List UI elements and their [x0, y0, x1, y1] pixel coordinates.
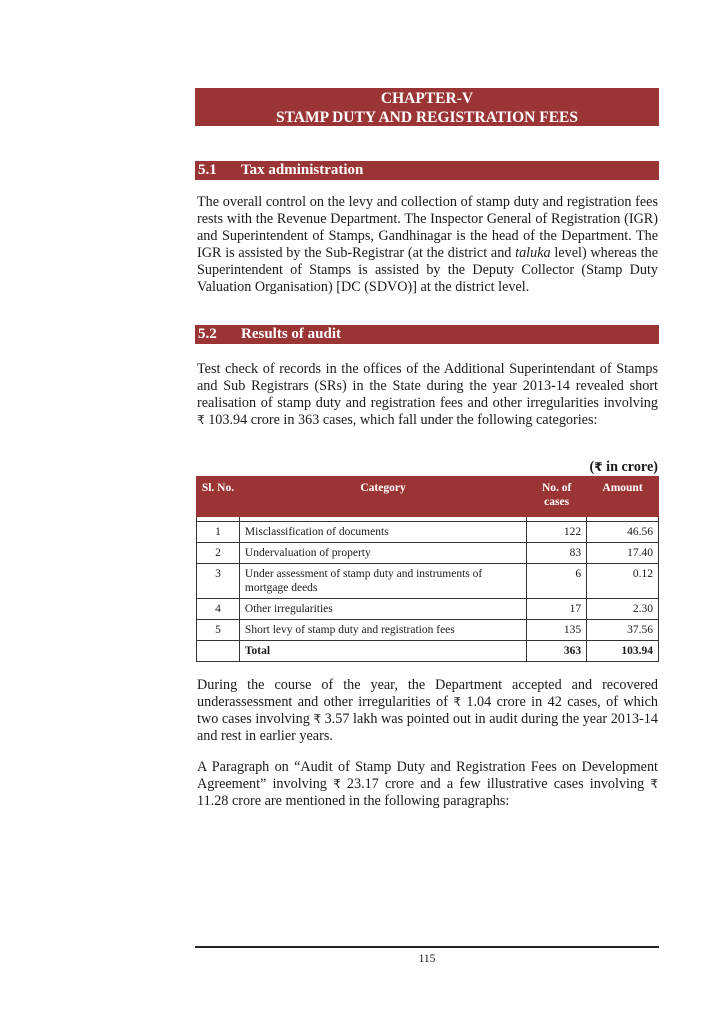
- cell-category: Short levy of stamp duty and registration fees: [239, 620, 526, 641]
- cell-sl: 1: [197, 522, 240, 543]
- cell-sl: 3: [197, 564, 240, 599]
- cell-sl: 4: [197, 599, 240, 620]
- paragraph-tax-administration: [197, 194, 658, 296]
- table-row: [197, 522, 659, 543]
- paragraph-text: level) whereas the Superintendent of Stamps is assisted by the Deputy Collector (Stamp Duty Valuation Organisation) [DC (SDVO)] at the district level.: [197, 245, 658, 295]
- section-number: 5.2: [198, 326, 217, 342]
- rupee-icon: ₹: [594, 460, 603, 474]
- paragraph-text: 1.04 crore in 42 cases, of which two cases involving: [197, 694, 658, 727]
- page-number: 115: [418, 953, 436, 965]
- paragraph-text: 11.28 crore are mentioned in the following paragraphs:: [197, 793, 510, 809]
- paragraph-recoveries: [197, 677, 658, 745]
- header-no-of-cases: No. of cases: [527, 477, 587, 517]
- unit-text: in crore): [606, 459, 658, 475]
- paragraph-text: 3.57 lakh was pointed out in audit during the year 2013-14 and rest in earlier years.: [197, 711, 658, 744]
- table-row: [197, 599, 659, 620]
- table-row: [197, 564, 659, 599]
- cell-total-amount: 103.94: [587, 641, 659, 662]
- rupee-icon: ₹: [453, 695, 461, 709]
- audit-category-table: [196, 476, 659, 662]
- section-title: Tax administration: [241, 162, 364, 178]
- cell-total-cases: 363: [527, 641, 587, 662]
- cell-cases: 6: [527, 564, 587, 599]
- cell-category: Undervaluation of property: [239, 543, 526, 564]
- unit-paren: (: [589, 459, 595, 475]
- header-sl-no: Sl. No.: [197, 477, 240, 517]
- chapter-title: STAMP DUTY AND REGISTRATION FEES: [275, 109, 578, 126]
- cell-cases: 83: [527, 543, 587, 564]
- paragraph-text: 103.94 crore in 363 cases, which fall under the following categories:: [208, 412, 598, 428]
- paragraph-text: 23.17 crore and a few illustrative cases involving: [346, 776, 651, 792]
- paragraph-text: Test check of records in the offices of the Additional Superintendant of Stamps and Sub Registrars (SRs) in the State during the year 2013-14 revealed short realisation of stamp duty and registration fees and other irregularities involving: [197, 361, 658, 411]
- header-amount: Amount: [587, 477, 659, 517]
- cell-cases: 122: [527, 522, 587, 543]
- cell-category: Misclassification of documents: [239, 522, 526, 543]
- cell-cases: 135: [527, 620, 587, 641]
- rupee-icon: ₹: [313, 712, 322, 726]
- table-row: [197, 543, 659, 564]
- table-total-row: [197, 641, 659, 662]
- cell-amount: 46.56: [587, 522, 659, 543]
- cell-total-label: Total: [239, 641, 526, 662]
- cell-amount: 0.12: [587, 564, 659, 599]
- table-unit-label: [500, 459, 658, 476]
- cell-category: Other irregularities: [239, 599, 526, 620]
- paragraph-text: The overall control on the levy and collection of stamp duty and registration fees rests with the Revenue Department. The Inspector General of Registration (IGR) and Superintendent of Stamps, Gandhinagar is the head of the Department. The IGR is assisted by the Sub-Registrar (at the district and: [197, 194, 658, 261]
- cell-amount: 17.40: [587, 543, 659, 564]
- paragraph-development-agreement: [197, 759, 658, 810]
- paragraph-text: During the course of the year, the Department accepted and recovered underassessment and other irregularities of: [197, 677, 658, 710]
- header-category: Category: [239, 477, 526, 517]
- section-title: Results of audit: [241, 326, 342, 342]
- rupee-icon: ₹: [650, 777, 658, 791]
- section-heading-5-2: [195, 325, 659, 344]
- cell-sl: 5: [197, 620, 240, 641]
- paragraph-results-of-audit: [197, 361, 658, 429]
- section-heading-5-1: [195, 161, 659, 180]
- rupee-icon: ₹: [333, 777, 341, 791]
- cell-amount: 37.56: [587, 620, 659, 641]
- paragraph-italic-text: taluka: [515, 245, 551, 261]
- section-number: 5.1: [198, 162, 217, 178]
- table-row: [197, 620, 659, 641]
- chapter-number: CHAPTER-V: [380, 90, 474, 107]
- cell-amount: 2.30: [587, 599, 659, 620]
- chapter-heading: [195, 88, 659, 126]
- paragraph-text: A Paragraph on “Audit of Stamp Duty and Registration Fees on Development Agreement” involving: [197, 759, 658, 792]
- table-header-row: [197, 477, 659, 517]
- footer-divider: [195, 946, 659, 948]
- cell-cases: 17: [527, 599, 587, 620]
- cell-sl-empty: [197, 641, 240, 662]
- cell-category: Under assessment of stamp duty and instruments of mortgage deeds: [239, 564, 526, 599]
- cell-sl: 2: [197, 543, 240, 564]
- rupee-icon: ₹: [197, 413, 205, 427]
